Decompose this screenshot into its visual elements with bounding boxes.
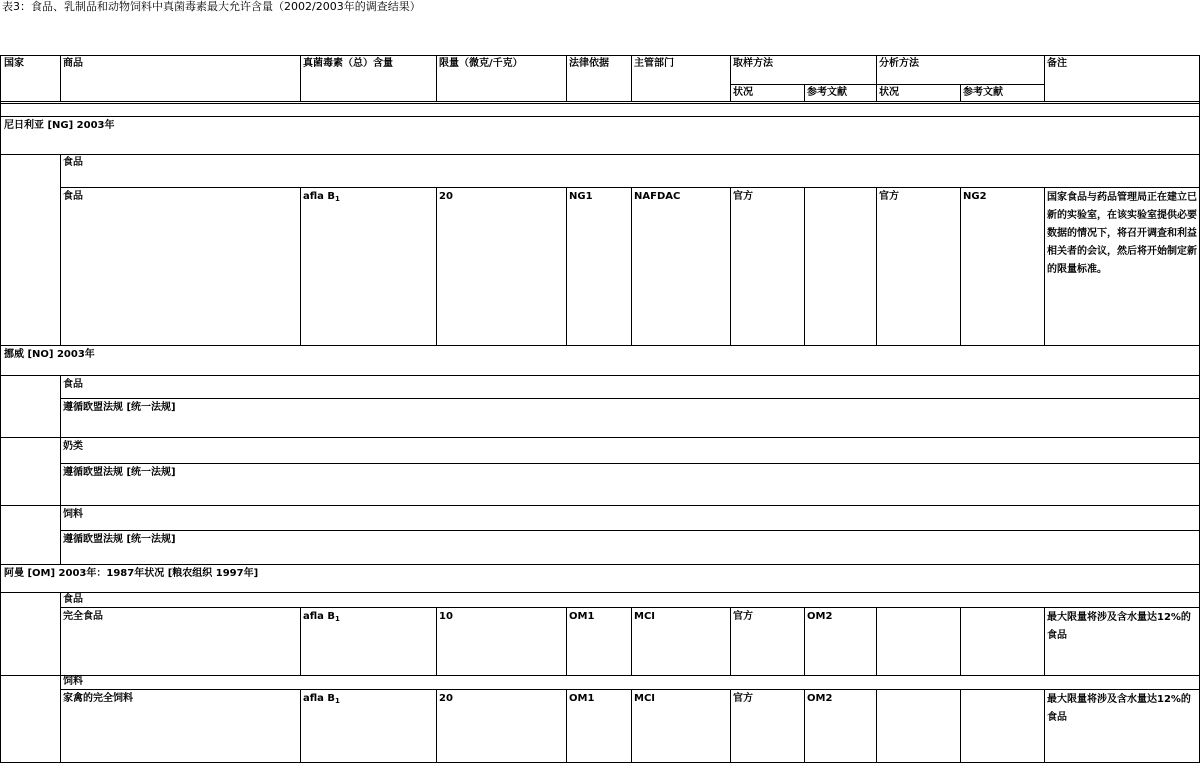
header-sampling-method: 取样方法 (733, 58, 773, 69)
legal-basis-value: OM1 (569, 611, 595, 622)
header-product: 商品 (63, 58, 83, 69)
limit-value: 10 (439, 611, 453, 622)
analysis-status-value: 官方 (879, 191, 899, 202)
header-mycotoxin: 真菌毒素（总）含量 (303, 58, 393, 69)
sampling-status-value: 官方 (733, 693, 753, 704)
product-name: 食品 (63, 191, 83, 202)
sampling-status-value: 官方 (733, 611, 753, 622)
document-title: 表3：食品、乳制品和动物饲料中真菌毒素最大允许含量（2002/2003年的调查结果） (2, 0, 421, 13)
legal-basis-value: OM1 (569, 693, 595, 704)
remarks-value: 最大限量将涉及含水量达12%的食品 (1047, 612, 1191, 641)
analysis-reference-value: NG2 (963, 191, 987, 202)
remarks-value: 国家食品与药品管理局正在建立已新的实验室，在该实验室提供必要数据的情况下，将召开调查和利益相关者的会议，然后将开始制定新的限量标准。 (1047, 192, 1197, 275)
header-analysis-reference: 参考文献 (963, 87, 1003, 98)
sampling-status-value: 官方 (733, 191, 753, 202)
authority-value: MCI (634, 693, 656, 704)
product-name: 完全食品 (63, 611, 103, 622)
eu-regulation-note: 遵循欧盟法规 [统一法规] (63, 467, 176, 478)
group-label: 奶类 (63, 441, 83, 452)
header-sampling-reference: 参考文献 (807, 87, 847, 98)
authority-value: NAFDAC (634, 191, 681, 202)
mycotoxin-limits-table (0, 55, 1200, 763)
limit-value: 20 (439, 191, 453, 202)
authority-value: MCI (634, 611, 656, 622)
sampling-reference-value: OM2 (807, 611, 833, 622)
section-heading-norway: 挪威 [NO] 2003年 (4, 349, 95, 360)
header-analysis-method: 分析方法 (879, 58, 919, 69)
header-analysis-status: 状况 (879, 87, 899, 98)
group-label: 饲料 (63, 509, 83, 520)
header-remarks: 备注 (1047, 58, 1067, 69)
section-heading-oman: 阿曼 [OM] 2003年：1987年状况 [粮农组织 1997年] (4, 568, 259, 579)
section-heading-nigeria: 尼日利亚 [NG] 2003年 (4, 120, 115, 131)
header-sampling-status: 状况 (733, 87, 753, 98)
header-country: 国家 (4, 58, 24, 69)
toxin-name: afla $B_1$ (303, 191, 340, 203)
legal-basis-value: NG1 (569, 191, 593, 202)
header-authority: 主管部门 (634, 58, 674, 69)
product-name: 家禽的完全饲料 (63, 693, 133, 704)
group-label: 饲料 (63, 676, 83, 687)
group-label: 食品 (63, 379, 83, 390)
eu-regulation-note: 遵循欧盟法规 [统一法规] (63, 534, 176, 545)
sampling-reference-value: OM2 (807, 693, 833, 704)
header-limit: 限量（微克/千克） (439, 58, 523, 69)
limit-value: 20 (439, 693, 453, 704)
remarks-value: 最大限量将涉及含水量达12%的食品 (1047, 694, 1191, 723)
toxin-name: afla $B_1$ (303, 693, 340, 705)
header-legal-basis: 法律依据 (569, 58, 609, 69)
eu-regulation-note: 遵循欧盟法规 [统一法规] (63, 402, 176, 413)
toxin-name: afla $B_1$ (303, 611, 340, 623)
group-label: 食品 (63, 157, 83, 168)
group-label: 食品 (63, 594, 83, 605)
